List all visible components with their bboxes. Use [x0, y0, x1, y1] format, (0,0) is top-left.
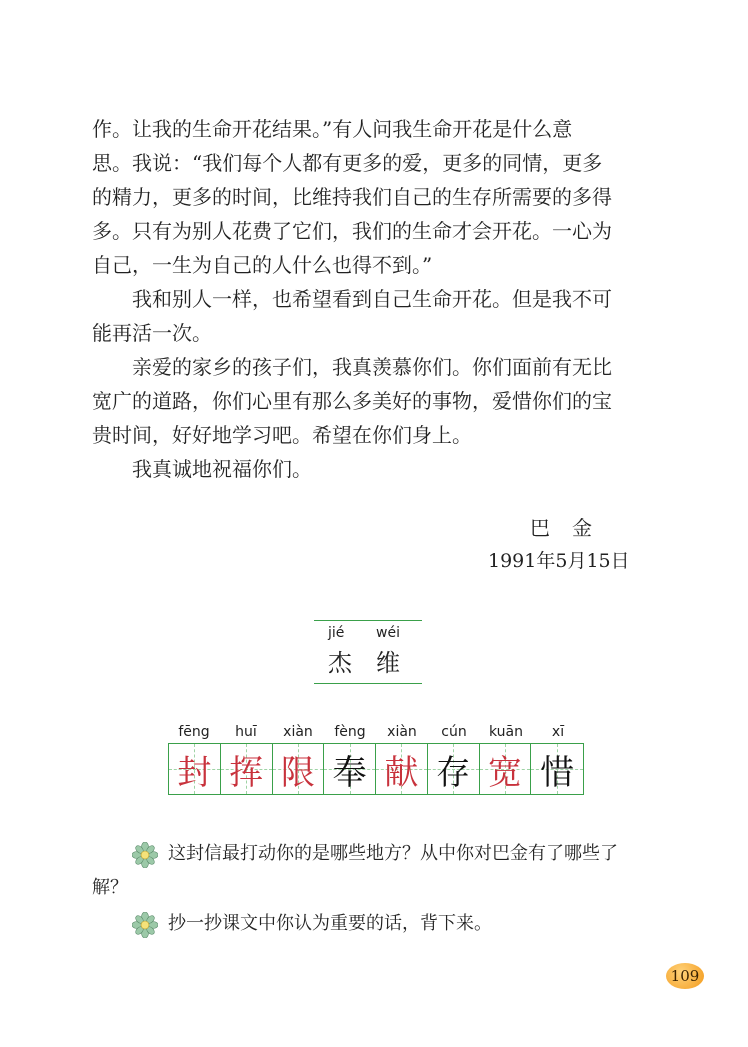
grid-cell [273, 744, 325, 794]
grid-pinyin: huī [235, 724, 257, 740]
vocab-char: 维 [376, 649, 400, 677]
grid-cell [531, 744, 583, 794]
grid-cell [428, 744, 480, 794]
grid-char: 奉 [332, 752, 367, 793]
grid-char: 宽 [487, 752, 522, 793]
vocab-pinyin: jié [328, 625, 345, 641]
paragraph-3 [92, 350, 662, 452]
vocab-char: 杰 [328, 649, 352, 677]
grid-cell [376, 744, 428, 794]
signature-date: 1991年5月15日 [488, 550, 630, 572]
paragraph-2 [92, 282, 662, 350]
text-line: 作。让我的生命开花结果。”有人问我生命开花是什么意 [92, 117, 573, 141]
signature-name: 巴金 [530, 516, 614, 540]
grid-char: 献 [384, 752, 419, 793]
flower-icon [132, 912, 158, 938]
grid-pinyin: fèng [334, 724, 366, 740]
grid-char: 惜 [540, 752, 575, 793]
grid-pinyin: kuān [488, 724, 523, 740]
grid-pinyin: xiàn [387, 724, 417, 740]
grid-cell [169, 744, 221, 794]
grid-pinyin: fēng [178, 724, 210, 740]
vocab-box [314, 620, 422, 684]
grid-cell [324, 744, 376, 794]
grid-cell [480, 744, 532, 794]
paragraph-1 [92, 112, 662, 282]
text-line: 亲爱的家乡的孩子们，我真羡慕你们。你们面前有无比 [132, 355, 612, 379]
grid-pinyin: xī [551, 724, 565, 740]
grid-char: 封 [177, 752, 212, 793]
question-1-line1: 这封信最打动你的是哪些地方？从中你对巴金有了哪些了 [168, 843, 618, 864]
page-number: 109 [666, 963, 704, 989]
text-line: 我和别人一样，也希望看到自己生命开花。但是我不可 [132, 287, 612, 311]
grid-pinyin: xiàn [283, 724, 313, 740]
character-grid [168, 743, 584, 795]
question-2: 抄一抄课文中你认为重要的话，背下来。 [168, 913, 492, 934]
text-line: 贵时间，好好地学习吧。希望在你们身上。 [92, 423, 472, 447]
text-line: 多。只有为别人花费了它们，我们的生命才会开花。一心为 [92, 219, 612, 243]
grid-cell [221, 744, 273, 794]
grid-pinyin: cún [441, 724, 467, 740]
text-line: 自己，一生为自己的人什么也得不到。” [92, 253, 433, 277]
text-line: 能再活一次。 [92, 321, 212, 345]
paragraph-4 [92, 452, 662, 486]
vocab-pinyin: wéi [376, 625, 400, 641]
grid-char: 限 [280, 752, 315, 793]
text-line: 思。我说：“我们每个人都有更多的爱，更多的同情，更多 [92, 151, 603, 175]
question-1-line2: 解？ [92, 877, 128, 898]
text-line: 宽广的道路，你们心里有那么多美好的事物，爱惜你们的宝 [92, 389, 612, 413]
text-line: 我真诚地祝福你们。 [132, 457, 312, 481]
flower-icon [132, 842, 158, 868]
grid-char: 挥 [229, 752, 264, 793]
text-line: 的精力，更多的时间，比维持我们自己的生存所需要的多得 [92, 185, 612, 209]
grid-char: 存 [436, 752, 471, 793]
